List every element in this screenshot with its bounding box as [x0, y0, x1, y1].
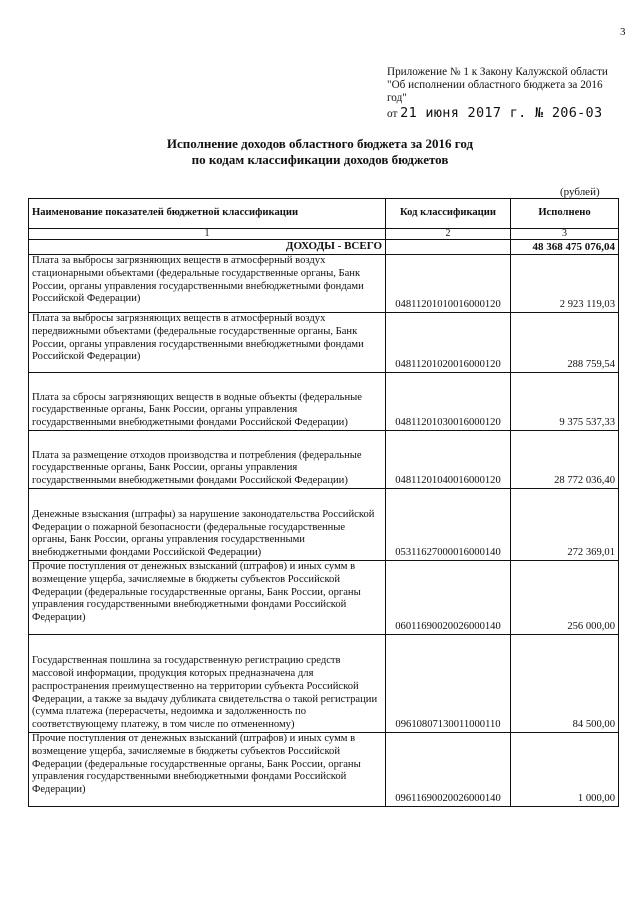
row-value: 2 923 119,03	[511, 255, 619, 313]
row-name: Прочие поступления от денежных взысканий (штрафов) и иных сумм в возмещение ущерба, зачисляемые в бюджеты субъектов Российской Федерации (федеральные государственные органы, Банк России, органы управления государственными внебюджетными фондами Российской Федерации)	[29, 561, 386, 635]
appendix-reference	[387, 66, 623, 121]
header-code: Код классификации	[386, 199, 511, 229]
appendix-line-1: Приложение № 1 к Закону Калужской области	[387, 66, 608, 78]
row-name: Плата за выбросы загрязняющих веществ в атмосферный воздух передвижными объектами (федеральные государственные органы, Банк России, органы управления государственными внебюджетными фондами Российской Федерации)	[29, 313, 386, 373]
row-name: Государственная пошлина за государственную регистрацию средств массовой информации, продукция которых предназначена для распространения преимущественно на территории субъекта Российской Федерации, а также за выдачу дубликата свидетельства о такой регистрации (сумма платежа (перерасчеты, недоимка и задолженность по соответствующему платежу, в том числе по отмененному)	[29, 635, 386, 733]
row-code: 05311627000016000140	[386, 489, 511, 561]
column-number-3: 3	[511, 229, 619, 240]
total-row	[29, 240, 619, 255]
total-value: 48 368 475 076,04	[511, 240, 619, 255]
table-row	[29, 255, 619, 313]
units-label: (рублей)	[560, 186, 600, 198]
column-number-2: 2	[386, 229, 511, 240]
total-code	[386, 240, 511, 255]
title-line-2: по кодам классификации доходов бюджетов	[191, 152, 449, 167]
row-code: 04811201020016000120	[386, 313, 511, 373]
row-value: 288 759,54	[511, 313, 619, 373]
row-value: 272 369,01	[511, 489, 619, 561]
header-executed: Исполнено	[511, 199, 619, 229]
column-number-row	[29, 229, 619, 240]
total-label: ДОХОДЫ - ВСЕГО	[29, 240, 386, 255]
row-code: 04811201030016000120	[386, 373, 511, 431]
date-prefix: от	[387, 108, 398, 120]
appendix-line-2: "Об исполнении областного бюджета за 2016	[387, 79, 603, 91]
table-row	[29, 313, 619, 373]
header-name: Наименование показателей бюджетной классификации	[29, 199, 386, 229]
row-name: Плата за размещение отходов производства и потребления (федеральные государственные органы, Банк России, органы управления государственными внебюджетными фондами Российской Федерации)	[29, 431, 386, 489]
law-date-line	[387, 107, 623, 121]
handwritten-date-number: 21 июня 2017 г. № 206-03	[400, 105, 603, 121]
row-value: 28 772 036,40	[511, 431, 619, 489]
row-name: Плата за выбросы загрязняющих веществ в атмосферный воздух стационарными объектами (федеральные государственные органы, Банк России, органы управления государственными внебюджетными фондами Российской Федерации)	[29, 255, 386, 313]
row-name: Денежные взыскания (штрафы) за нарушение законодательства Российской Федерации о пожарной безопасности (федеральные государственные органы, Банк России, органы управления государственными внебюджетными фондами Российской Федерации)	[29, 489, 386, 561]
row-code: 04811201040016000120	[386, 431, 511, 489]
table-row	[29, 489, 619, 561]
table-row	[29, 733, 619, 807]
row-name: Плата за сбросы загрязняющих веществ в водные объекты (федеральные государственные органы, Банк России, органы управления государственными внебюджетными фондами Российской Федерации)	[29, 373, 386, 431]
row-value: 256 000,00	[511, 561, 619, 635]
row-code: 09611690020026000140	[386, 733, 511, 807]
table-row	[29, 373, 619, 431]
table-row	[29, 561, 619, 635]
header-row	[29, 199, 619, 229]
appendix-line-3: год"	[387, 92, 407, 104]
title-line-1: Исполнение доходов областного бюджета за 2016 год	[166, 136, 474, 151]
document-title	[0, 136, 640, 168]
row-value: 84 500,00	[511, 635, 619, 733]
row-code: 06011690020026000140	[386, 561, 511, 635]
row-name: Прочие поступления от денежных взысканий (штрафов) и иных сумм в возмещение ущерба, зачисляемые в бюджеты субъектов Российской Федерации (федеральные государственные органы, Банк России, органы управления государственными внебюджетными фондами Российской Федерации)	[29, 733, 386, 807]
row-code: 04811201010016000120	[386, 255, 511, 313]
column-number-1: 1	[29, 229, 386, 240]
table-row	[29, 635, 619, 733]
revenue-table	[28, 198, 619, 807]
row-value: 1 000,00	[511, 733, 619, 807]
page-number: 3	[620, 26, 626, 38]
row-code: 09610807130011000110	[386, 635, 511, 733]
row-value: 9 375 537,33	[511, 373, 619, 431]
table-row	[29, 431, 619, 489]
